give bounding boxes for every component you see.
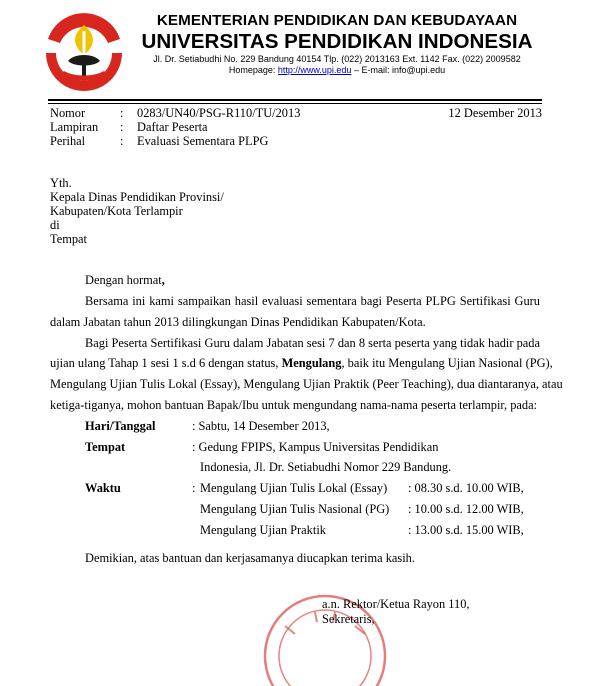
greeting-comma: , [161,273,165,287]
waktu-item-3-name: Mengulang Ujian Praktik [200,523,326,537]
nomor-colon: : [120,106,124,120]
p2-line2-part-b: , baik itu Mengulang Ujian Nasional (PG), [341,356,553,370]
closing-sentence: Demikian, atas bantuan dan kerjasamanya diucapkan terima kasih. [85,551,415,565]
ministry-name: KEMENTERIAN PENDIDIKAN DAN KEBUDAYAAN [156,12,518,29]
homepage-link[interactable]: http://www.upi.edu [277,65,352,75]
lampiran-value: Daftar Peserta [137,120,208,134]
status-mengulang: Mengulang [281,356,342,370]
waktu-item-2-name: Mengulang Ujian Tulis Nasional (PG) [200,502,390,516]
header-rule-thin [48,103,542,104]
recipient-line-3: di [50,218,60,232]
hari-value: : Sabtu, 14 Desember 2013, [192,419,330,433]
paragraph-1-line-2: dalam Jabatan tahun 2013 dilingkungan Dinas Pendidikan Kabupaten/Kota. [50,315,426,329]
paragraph-2-line-4: ketiga-tiganya, mohon bantuan Bapak/Ibu untuk mengundang nama-nama peserta terlampir, pada: [50,398,538,412]
waktu-item-1-time: : 08.30 s.d. 10.00 WIB, [408,481,524,495]
recipient-line-4: Tempat [50,232,87,246]
hari-label: Hari/Tanggal [85,419,156,433]
paragraph-2-line-2 [50,356,553,370]
paragraph-2-line-1: Bagi Peserta Sertifikasi Guru dalam Jabatan sesi 7 dan 8 serta peserta yang tidak hadir pada [85,336,540,350]
waktu-item-1-prefix: : [192,481,196,495]
lampiran-colon: : [120,120,124,134]
perihal-label: Perihal [50,134,86,148]
university-name: UNIVERSITAS PENDIDIKAN INDONESIA [141,30,533,53]
nomor-value: 0283/UN40/PSG-R110/TU/2013 [137,106,301,120]
paragraph-1-line-1: Bersama ini kami sampaikan hasil evaluasi sementara bagi Peserta PLPG Sertifikasi Guru [85,294,540,308]
email-text: – E-mail: info@upi.edu [353,65,446,75]
signature-line-2: Sekretaris, [322,612,375,626]
letter-date: 12 Desember 2013 [448,106,542,120]
paragraph-2-line-3: Mengulang Ujian Tulis Lokal (Essay), Mengulang Ujian Praktik (Peer Teaching), dua diantaranya, atau [50,377,563,391]
waktu-item-3-time: : 13.00 s.d. 15.00 WIB, [408,523,524,537]
recipient-line-2: Kabupaten/Kota Terlampir [50,204,183,218]
greeting [85,273,165,287]
nomor-label: Nomor [50,106,86,120]
signature-line-1: a.n. Rektor/Ketua Rayon 110, [322,597,470,611]
header-rule-thick [48,99,542,101]
perihal-value: Evaluasi Sementara PLPG [137,134,269,148]
recipient-yth: Yth. [50,176,72,190]
recipient-line-1: Kepala Dinas Pendidikan Provinsi/ [50,190,224,204]
waktu-label: Waktu [85,481,121,495]
waktu-item-1-name: Mengulang Ujian Tulis Lokal (Essay) [200,481,388,495]
contact-line [132,65,542,76]
lampiran-label: Lampiran [50,120,99,134]
waktu-item-2-time: : 10.00 s.d. 12.00 WIB, [408,502,524,516]
p2-line2-part-a: ujian ulang Tahap 1 sesi 1 s.d 6 dengan status, [50,356,279,370]
letterhead [132,12,542,76]
university-logo [42,9,126,93]
tempat-value-2: Indonesia, Jl. Dr. Setiabudhi Nomor 229 Bandung. [200,460,452,474]
greeting-text: Dengan hormat [85,273,162,287]
tempat-value-1: : Gedung FPIPS, Kampus Universitas Pendidikan [192,440,439,454]
perihal-colon: : [120,134,124,148]
tempat-label: Tempat [85,440,126,454]
address-line: Jl. Dr. Setiabudhi No. 229 Bandung 40154 Tlp. (022) 2013163 Ext. 1142 Fax. (022) 2009582 [153,54,521,64]
homepage-label: Homepage: [228,65,276,75]
